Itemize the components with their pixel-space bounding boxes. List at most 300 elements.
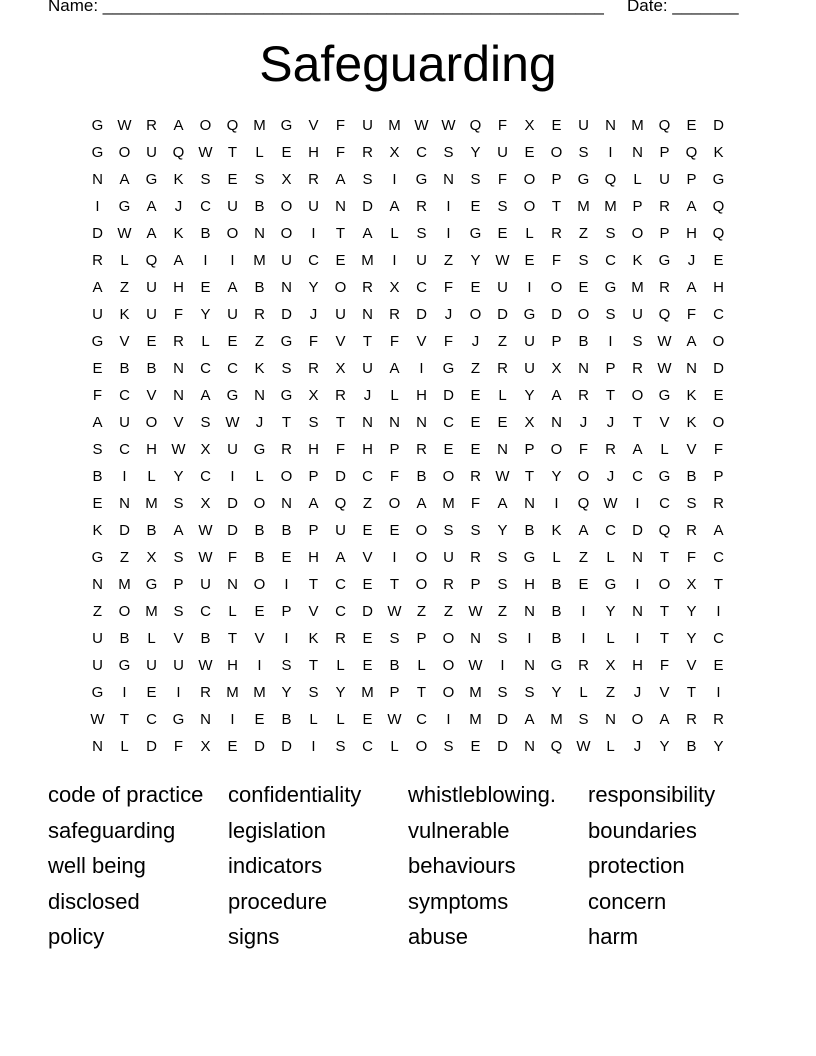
grid-letter: F bbox=[389, 333, 400, 350]
grid-letter: J bbox=[633, 684, 642, 701]
grid-letter: F bbox=[335, 441, 346, 458]
grid-row bbox=[84, 517, 732, 544]
grid-letter: A bbox=[173, 252, 184, 269]
grid-letter: E bbox=[362, 576, 373, 593]
grid-letter: D bbox=[362, 603, 373, 620]
grid-letter: D bbox=[416, 306, 427, 323]
grid-letter: L bbox=[255, 144, 264, 161]
grid-letter: F bbox=[497, 117, 508, 134]
grid-letter: I bbox=[95, 198, 100, 215]
grid-letter: A bbox=[632, 441, 643, 458]
grid-letter: U bbox=[92, 657, 103, 674]
grid-letter: E bbox=[389, 522, 400, 539]
grid-letter: O bbox=[631, 711, 644, 728]
grid-letter: L bbox=[606, 630, 615, 647]
grid-letter: H bbox=[308, 549, 319, 566]
grid-letter: B bbox=[92, 468, 103, 485]
grid-letter: T bbox=[335, 414, 346, 431]
grid-letter: B bbox=[146, 360, 157, 377]
grid-letter: J bbox=[444, 306, 453, 323]
grid-letter: P bbox=[632, 198, 643, 215]
grid-letter: R bbox=[362, 279, 373, 296]
grid-letter: S bbox=[497, 630, 508, 647]
grid-letter: B bbox=[551, 576, 562, 593]
grid-letter: Y bbox=[470, 144, 481, 161]
grid-letter: X bbox=[605, 657, 616, 674]
grid-letter: Q bbox=[712, 225, 725, 242]
grid-letter: A bbox=[686, 279, 697, 296]
grid-letter: L bbox=[120, 738, 129, 755]
grid-letter: D bbox=[281, 738, 292, 755]
grid-letter: T bbox=[686, 684, 697, 701]
grid-letter: G bbox=[226, 387, 239, 404]
grid-letter: E bbox=[362, 657, 373, 674]
grid-letter: N bbox=[443, 171, 454, 188]
grid-letter: I bbox=[527, 279, 532, 296]
grid-letter: E bbox=[281, 549, 292, 566]
grid-row bbox=[84, 220, 732, 247]
grid-letter: L bbox=[201, 333, 210, 350]
grid-letter: B bbox=[551, 603, 562, 620]
grid-letter: W bbox=[576, 738, 591, 755]
grid-letter: L bbox=[390, 225, 399, 242]
grid-letter: S bbox=[308, 684, 319, 701]
grid-letter: E bbox=[578, 576, 589, 593]
grid-letter: E bbox=[227, 171, 238, 188]
grid-letter: I bbox=[581, 603, 586, 620]
grid-letter: L bbox=[147, 630, 156, 647]
grid-letter: O bbox=[253, 576, 266, 593]
grid-letter: C bbox=[416, 711, 427, 728]
grid-letter: Z bbox=[497, 603, 508, 620]
grid-letter: D bbox=[551, 306, 562, 323]
grid-letter: N bbox=[686, 360, 697, 377]
grid-letter: M bbox=[469, 711, 482, 728]
grid-letter: T bbox=[659, 549, 670, 566]
grid-letter: G bbox=[91, 549, 104, 566]
grid-letter: U bbox=[119, 414, 130, 431]
grid-letter: Y bbox=[686, 630, 697, 647]
grid-letter: W bbox=[198, 144, 213, 161]
grid-letter: E bbox=[578, 279, 589, 296]
grid-letter: C bbox=[443, 414, 454, 431]
grid-letter: G bbox=[469, 225, 482, 242]
grid-letter: M bbox=[226, 684, 239, 701]
grid-letter: D bbox=[713, 360, 724, 377]
grid-letter: O bbox=[388, 495, 401, 512]
grid-letter: F bbox=[389, 468, 400, 485]
grid-letter: E bbox=[470, 441, 481, 458]
grid-letter: T bbox=[713, 576, 724, 593]
grid-letter: K bbox=[119, 306, 130, 323]
grid-letter: B bbox=[119, 630, 130, 647]
grid-letter: J bbox=[471, 333, 480, 350]
grid-row bbox=[84, 112, 732, 139]
grid-letter: V bbox=[173, 630, 184, 647]
grid-letter: C bbox=[659, 495, 670, 512]
grid-letter: A bbox=[92, 279, 103, 296]
grid-letter: E bbox=[146, 684, 157, 701]
grid-letter: B bbox=[254, 279, 265, 296]
grid-letter: I bbox=[608, 333, 613, 350]
grid-letter: A bbox=[308, 495, 319, 512]
grid-letter: F bbox=[227, 549, 238, 566]
grid-letter: B bbox=[254, 198, 265, 215]
grid-letter: P bbox=[281, 603, 292, 620]
word-bank-item: signs bbox=[228, 924, 280, 950]
grid-letter: E bbox=[146, 333, 157, 350]
grid-letter: L bbox=[120, 252, 129, 269]
grid-letter: D bbox=[227, 522, 238, 539]
grid-row bbox=[84, 490, 732, 517]
grid-letter: O bbox=[577, 468, 590, 485]
grid-letter: W bbox=[387, 711, 402, 728]
grid-letter: V bbox=[146, 387, 157, 404]
grid-letter: P bbox=[470, 576, 481, 593]
grid-letter: N bbox=[92, 576, 103, 593]
grid-letter: H bbox=[524, 576, 535, 593]
grid-letter: H bbox=[173, 279, 184, 296]
grid-letter: P bbox=[686, 171, 697, 188]
grid-letter: O bbox=[199, 117, 212, 134]
grid-letter: Q bbox=[577, 495, 590, 512]
grid-letter: N bbox=[362, 306, 373, 323]
grid-letter: O bbox=[523, 198, 536, 215]
word-bank-item: confidentiality bbox=[228, 782, 362, 807]
name-field-label: Name: _____________________________________________________ bbox=[48, 0, 604, 15]
grid-letter: H bbox=[632, 657, 643, 674]
grid-letter: S bbox=[443, 522, 454, 539]
grid-letter: I bbox=[392, 171, 397, 188]
grid-letter: M bbox=[469, 684, 482, 701]
word-bank-item: legislation bbox=[228, 817, 326, 843]
grid-letter: J bbox=[606, 414, 615, 431]
grid-letter: C bbox=[146, 711, 157, 728]
grid-letter: V bbox=[659, 684, 670, 701]
grid-letter: A bbox=[497, 495, 508, 512]
grid-letter: O bbox=[280, 198, 293, 215]
grid-letter: A bbox=[335, 171, 346, 188]
grid-letter: J bbox=[579, 414, 588, 431]
grid-letter: V bbox=[686, 657, 697, 674]
grid-letter: R bbox=[92, 252, 103, 269]
grid-letter: W bbox=[225, 414, 240, 431]
grid-letter: G bbox=[91, 144, 104, 161]
grid-letter: S bbox=[389, 630, 400, 647]
grid-letter: W bbox=[117, 225, 132, 242]
grid-letter: Y bbox=[308, 279, 319, 296]
grid-letter: X bbox=[686, 576, 697, 593]
grid-letter: E bbox=[227, 333, 238, 350]
grid-letter: C bbox=[605, 522, 616, 539]
grid-letter: C bbox=[605, 252, 616, 269]
grid-letter: L bbox=[255, 468, 264, 485]
grid-letter: G bbox=[523, 549, 536, 566]
grid-letter: I bbox=[635, 630, 640, 647]
grid-letter: C bbox=[200, 603, 211, 620]
grid-letter: L bbox=[417, 657, 426, 674]
grid-letter: Z bbox=[578, 549, 589, 566]
grid-letter: Q bbox=[226, 117, 239, 134]
grid-letter: G bbox=[91, 684, 104, 701]
grid-letter: A bbox=[551, 387, 562, 404]
grid-letter: Y bbox=[686, 603, 697, 620]
grid-letter: S bbox=[362, 171, 373, 188]
grid-letter: O bbox=[253, 495, 266, 512]
grid-letter: X bbox=[146, 549, 157, 566]
grid-letter: U bbox=[497, 144, 508, 161]
word-bank-item: code of practice bbox=[48, 782, 204, 807]
grid-letter: B bbox=[686, 468, 697, 485]
grid-letter: N bbox=[119, 495, 130, 512]
grid-letter: I bbox=[635, 576, 640, 593]
grid-letter: N bbox=[200, 711, 211, 728]
grid-letter: Q bbox=[658, 117, 671, 134]
grid-letter: D bbox=[146, 738, 157, 755]
grid-letter: G bbox=[145, 171, 158, 188]
grid-letter: E bbox=[470, 738, 481, 755]
grid-letter: W bbox=[171, 441, 186, 458]
grid-letter: Z bbox=[119, 549, 130, 566]
grid-letter: U bbox=[92, 630, 103, 647]
grid-letter: Z bbox=[470, 360, 481, 377]
grid-letter: E bbox=[470, 279, 481, 296]
grid-letter: C bbox=[200, 198, 211, 215]
grid-letter: Q bbox=[469, 117, 482, 134]
grid-letter: L bbox=[660, 441, 669, 458]
grid-letter: S bbox=[578, 252, 589, 269]
grid-letter: N bbox=[254, 225, 265, 242]
grid-letter: V bbox=[308, 117, 319, 134]
grid-letter: Z bbox=[92, 603, 103, 620]
grid-letter: F bbox=[335, 144, 346, 161]
grid-letter: Y bbox=[713, 738, 724, 755]
grid-letter: S bbox=[686, 495, 697, 512]
grid-letter: N bbox=[227, 576, 238, 593]
grid-letter: E bbox=[713, 657, 724, 674]
grid-letter: R bbox=[200, 684, 211, 701]
grid-letter: K bbox=[173, 171, 184, 188]
word-bank-item: harm bbox=[588, 924, 639, 950]
word-bank-item: policy bbox=[48, 924, 105, 950]
grid-letter: M bbox=[604, 198, 617, 215]
grid-letter: S bbox=[632, 333, 643, 350]
grid-row bbox=[84, 436, 732, 463]
grid-letter: X bbox=[335, 360, 346, 377]
grid-letter: G bbox=[523, 306, 536, 323]
grid-row bbox=[84, 625, 732, 652]
grid-letter: M bbox=[388, 117, 401, 134]
grid-letter: E bbox=[524, 144, 535, 161]
grid-letter: I bbox=[257, 657, 262, 674]
grid-letter: E bbox=[92, 495, 103, 512]
grid-letter: P bbox=[308, 522, 319, 539]
grid-letter: W bbox=[414, 117, 429, 134]
grid-letter: O bbox=[415, 576, 428, 593]
grid-letter: B bbox=[281, 522, 292, 539]
word-bank-item: whistleblowing. bbox=[408, 782, 556, 807]
grid-letter: R bbox=[173, 333, 184, 350]
grid-letter: B bbox=[578, 333, 589, 350]
grid-letter: B bbox=[524, 522, 535, 539]
grid-letter: O bbox=[145, 414, 158, 431]
grid-letter: R bbox=[659, 198, 670, 215]
grid-letter: E bbox=[497, 225, 508, 242]
grid-letter: Q bbox=[685, 144, 698, 161]
grid-letter: Z bbox=[254, 333, 265, 350]
grid-letter: G bbox=[604, 279, 617, 296]
grid-letter: D bbox=[497, 306, 508, 323]
grid-letter: W bbox=[198, 549, 213, 566]
grid-letter: Z bbox=[443, 252, 454, 269]
grid-letter: S bbox=[497, 549, 508, 566]
grid-letter: N bbox=[632, 549, 643, 566]
grid-letter: T bbox=[227, 144, 238, 161]
grid-letter: R bbox=[578, 387, 589, 404]
grid-letter: P bbox=[308, 468, 319, 485]
grid-letter: G bbox=[712, 171, 725, 188]
grid-letter: L bbox=[147, 468, 156, 485]
grid-letter: N bbox=[605, 117, 616, 134]
grid-letter: N bbox=[632, 603, 643, 620]
grid-letter: R bbox=[578, 657, 589, 674]
grid-row bbox=[84, 301, 732, 328]
grid-letter: R bbox=[632, 360, 643, 377]
grid-letter: Q bbox=[145, 252, 158, 269]
grid-letter: L bbox=[390, 387, 399, 404]
grid-letter: S bbox=[335, 738, 346, 755]
grid-letter: U bbox=[335, 306, 346, 323]
grid-letter: X bbox=[200, 441, 211, 458]
grid-letter: A bbox=[524, 711, 535, 728]
grid-letter: O bbox=[118, 603, 131, 620]
grid-letter: U bbox=[443, 549, 454, 566]
grid-letter: V bbox=[308, 603, 319, 620]
word-bank-item: protection bbox=[588, 853, 685, 879]
grid-letter: S bbox=[497, 684, 508, 701]
grid-letter: N bbox=[281, 495, 292, 512]
grid-letter: A bbox=[200, 387, 211, 404]
grid-letter: C bbox=[713, 549, 724, 566]
grid-letter: N bbox=[524, 657, 535, 674]
grid-letter: H bbox=[713, 279, 724, 296]
grid-letter: N bbox=[524, 495, 535, 512]
grid-letter: F bbox=[92, 387, 103, 404]
grid-letter: M bbox=[631, 117, 644, 134]
grid-letter: D bbox=[281, 306, 292, 323]
grid-letter: U bbox=[362, 360, 373, 377]
grid-letter: P bbox=[659, 225, 670, 242]
grid-letter: G bbox=[577, 171, 590, 188]
grid-letter: M bbox=[253, 684, 266, 701]
grid-row bbox=[84, 571, 732, 598]
grid-letter: R bbox=[605, 441, 616, 458]
grid-letter: P bbox=[659, 144, 670, 161]
grid-letter: J bbox=[633, 738, 642, 755]
grid-row bbox=[84, 544, 732, 571]
grid-letter: D bbox=[713, 117, 724, 134]
grid-row bbox=[84, 355, 732, 382]
grid-letter: L bbox=[390, 738, 399, 755]
grid-letter: U bbox=[497, 279, 508, 296]
grid-letter: D bbox=[497, 711, 508, 728]
grid-letter: R bbox=[416, 441, 427, 458]
grid-letter: H bbox=[686, 225, 697, 242]
grid-letter: M bbox=[145, 603, 158, 620]
word-bank-item: symptoms bbox=[408, 888, 509, 914]
grid-letter: I bbox=[284, 576, 289, 593]
grid-letter: S bbox=[254, 171, 265, 188]
word-bank-item: indicators bbox=[228, 853, 323, 879]
grid-letter: V bbox=[659, 414, 670, 431]
grid-letter: T bbox=[659, 630, 670, 647]
word-bank bbox=[48, 780, 768, 958]
grid-letter: X bbox=[551, 360, 562, 377]
grid-letter: S bbox=[308, 414, 319, 431]
grid-letter: F bbox=[686, 306, 697, 323]
grid-letter: F bbox=[470, 495, 481, 512]
grid-letter: S bbox=[578, 144, 589, 161]
grid-letter: H bbox=[227, 657, 238, 674]
grid-letter: E bbox=[362, 522, 373, 539]
grid-letter: J bbox=[309, 306, 318, 323]
grid-letter: N bbox=[416, 414, 427, 431]
grid-letter: I bbox=[230, 252, 235, 269]
grid-row bbox=[84, 274, 732, 301]
grid-letter: D bbox=[362, 198, 373, 215]
grid-letter: W bbox=[468, 603, 483, 620]
grid-row bbox=[84, 328, 732, 355]
grid-letter: R bbox=[713, 711, 724, 728]
grid-letter: E bbox=[686, 117, 697, 134]
grid-letter: L bbox=[525, 225, 534, 242]
grid-letter: N bbox=[551, 414, 562, 431]
grid-letter: O bbox=[415, 522, 428, 539]
grid-letter: B bbox=[281, 711, 292, 728]
grid-letter: A bbox=[173, 522, 184, 539]
grid-letter: Q bbox=[604, 171, 617, 188]
grid-letter: S bbox=[524, 684, 535, 701]
grid-letter: I bbox=[554, 495, 559, 512]
grid-letter: C bbox=[713, 306, 724, 323]
grid-letter: F bbox=[551, 252, 562, 269]
grid-letter: T bbox=[362, 333, 373, 350]
grid-letter: A bbox=[713, 522, 724, 539]
grid-letter: E bbox=[497, 414, 508, 431]
grid-letter: I bbox=[716, 684, 721, 701]
grid-letter: O bbox=[631, 387, 644, 404]
grid-letter: G bbox=[253, 441, 266, 458]
grid-letter: I bbox=[581, 630, 586, 647]
grid-letter: C bbox=[308, 252, 319, 269]
grid-letter: A bbox=[416, 495, 427, 512]
grid-letter: G bbox=[442, 360, 455, 377]
grid-letter: D bbox=[92, 225, 103, 242]
grid-letter: A bbox=[173, 117, 184, 134]
grid-letter: O bbox=[577, 306, 590, 323]
grid-letter: S bbox=[200, 414, 211, 431]
grid-letter: I bbox=[527, 630, 532, 647]
grid-letter: F bbox=[686, 549, 697, 566]
grid-letter: Z bbox=[119, 279, 130, 296]
grid-letter: U bbox=[632, 306, 643, 323]
grid-row bbox=[84, 652, 732, 679]
grid-letter: S bbox=[605, 306, 616, 323]
grid-letter: U bbox=[578, 117, 589, 134]
grid-letter: M bbox=[361, 684, 374, 701]
grid-letter: U bbox=[146, 279, 157, 296]
grid-letter: Z bbox=[362, 495, 373, 512]
